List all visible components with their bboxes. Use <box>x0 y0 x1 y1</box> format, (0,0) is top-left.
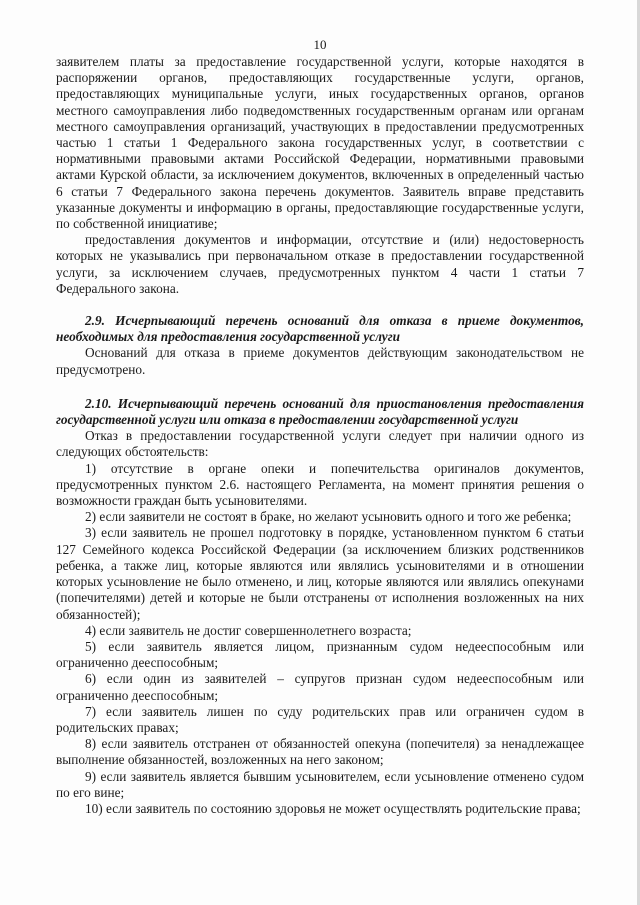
list-item: 2) если заявители не состоят в браке, но желают усыновить одного и того же ребенка; <box>85 509 572 525</box>
list-item: 7) если заявитель лишен по суду родительских прав или ограничен судом в родительских правах; <box>56 703 584 735</box>
list-item: 1) отсутствие в органе опеки и попечительства оригиналов документов, предусмотренных пунктом 2.6. настоящего Регламента, на момент принятия решения о возможности граждан быть усыновителями. <box>56 460 584 509</box>
list-item: 9) если заявитель является бывшим усыновителем, если усыновление отменено судом по его вине; <box>56 768 584 800</box>
section-heading: 2.10. Исчерпывающий перечень оснований для приостановления предоставления государственной услуги или отказа в предоставлении государственной услуги <box>56 395 584 428</box>
paragraph: Оснований для отказа в приеме документов действующим законодательством не предусмотрено. <box>56 345 584 377</box>
list-item: 3) если заявитель не прошел подготовку в порядке, установленном пунктом 6 статьи 127 Семейного кодекса Российской Федерации (за исключением близких родственников ребенка, а также лиц, которые являются или являлись усыновителями и в отношении которых усыновление не было отменено, и лиц, которые являются или являлись опекунами (попечителями) детей и которые не были отстранены от исполнения возложенных на них обязанностей); <box>56 525 584 622</box>
page-content <box>56 54 584 817</box>
list-item: 10) если заявитель по состоянию здоровья не может осуществлять родительские права; <box>85 800 581 816</box>
section-heading: 2.9. Исчерпывающий перечень оснований для отказа в приеме документов, необходимых для предоставления государственной услуги <box>56 313 584 345</box>
paragraph: заявителем платы за предоставление государственной услуги, которые находятся в распоряжении органов, предоставляющих государственные услуги, органов, предоставляющих муниципальные услуги, иных государственных органов, органов местного самоуправления либо подведомственных государственным органам или органам местного самоуправления организаций, участвующих в предоставлении предусмотренных частью 1 статьи 1 Федерального закона государственных услуг, в соответствии с нормативными правовыми актами Российской Федерации, нормативными правовыми актами Курской области, за исключением документов, включенных в определенный частью 6 статьи 7 Федерального закона перечень документов. Заявитель вправе представить указанные документы и информацию в органы, предоставляющие государственные услуги, по собственной инициативе; <box>56 54 584 232</box>
paragraph: Отказ в предоставлении государственной услуги следует при наличии одного из следующих обстоятельств: <box>56 428 584 460</box>
list-item: 8) если заявитель отстранен от обязанностей опекуна (попечителя) за ненадлежащее выполнение обязанностей, возложенных на него законом; <box>56 736 584 768</box>
paragraph: предоставления документов и информации, отсутствие и (или) недостоверность которых не указывались при первоначальном отказе в предоставлении государственной услуги, за исключением случаев, предусмотренных пунктом 4 части 1 статьи 7 Федерального закона. <box>56 232 584 296</box>
page-number: 10 <box>313 37 327 52</box>
list-item: 5) если заявитель является лицом, признанным судом недееспособным или ограниченно дееспособным; <box>56 638 584 671</box>
list-item: 4) если заявитель не достиг совершеннолетнего возраста; <box>85 622 412 638</box>
list-item: 6) если один из заявителей – супругов признан судом недееспособным или ограниченно дееспособным; <box>56 671 584 703</box>
